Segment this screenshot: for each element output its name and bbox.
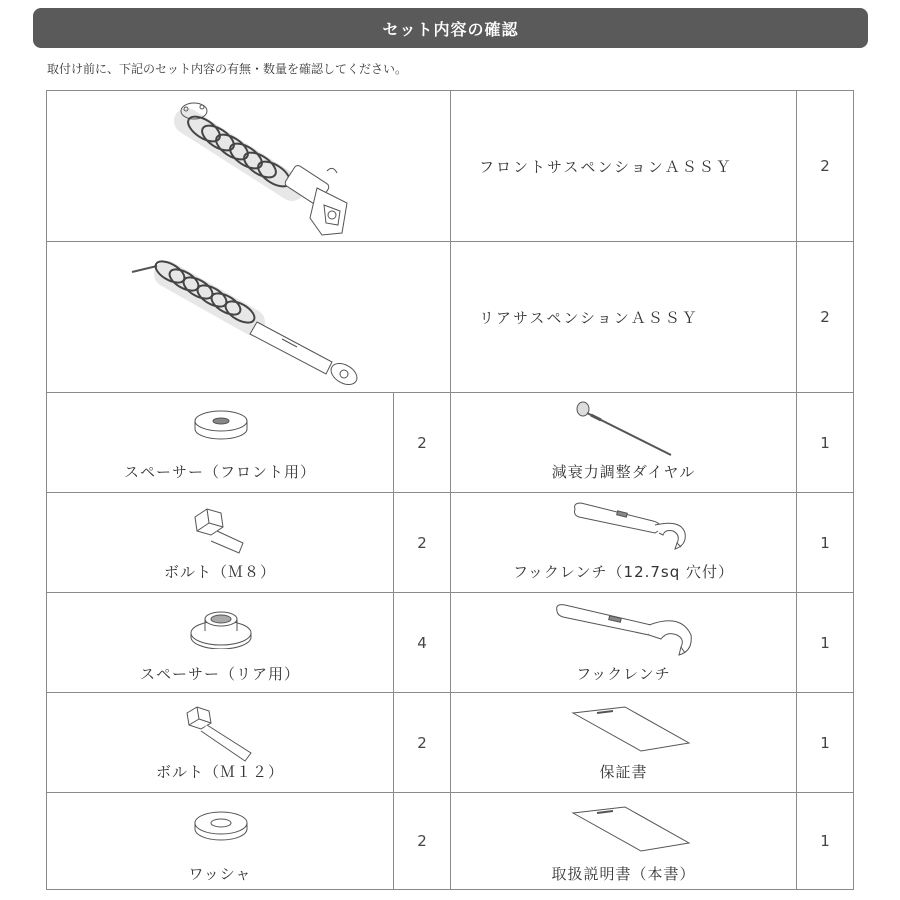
bolt-m12-cell	[46, 692, 394, 793]
damping-dial-count: 1	[796, 392, 854, 493]
hook-wrench-name: フックレンチ	[576, 665, 671, 683]
bolt-m8-cell	[46, 492, 394, 593]
bolt-m8-count: 2	[393, 492, 451, 593]
washer-cell	[46, 792, 394, 890]
washer-icon	[191, 809, 251, 845]
washer-name: ワッシャ	[188, 865, 252, 883]
spacer-rear-count: 4	[393, 592, 451, 693]
damping-dial-name: 減衰力調整ダイヤル	[551, 463, 696, 481]
rear-suspension-image-cell	[46, 241, 451, 393]
intro-text: 取付け前に、下記のセット内容の有無・数量を確認してください。	[47, 62, 408, 76]
spacer-front-name: スペーサー（フロント用）	[123, 463, 316, 481]
washer-count: 2	[393, 792, 451, 890]
bolt-m8-icon	[187, 503, 257, 557]
front-suspension-name-cell	[450, 90, 797, 242]
manual-count: 1	[796, 792, 854, 890]
damping-dial-cell	[450, 392, 797, 493]
manual-name: 取扱説明書（本書）	[551, 865, 696, 883]
instruction-manual-icon	[569, 805, 693, 855]
rear-suspension-name-cell	[450, 241, 797, 393]
warranty-count: 1	[796, 692, 854, 793]
manual-cell	[450, 792, 797, 890]
front-suspension-name: フロントサスペンションＡＳＳＹ	[479, 157, 733, 176]
rear-suspension-illustration	[122, 244, 372, 392]
bolt-m12-name: ボルト（Ｍ１２）	[155, 763, 284, 781]
rear-suspension-count: 2	[796, 241, 854, 393]
spacer-front-icon	[191, 407, 251, 441]
warranty-card-icon	[569, 705, 693, 755]
front-suspension-count: 2	[796, 90, 854, 242]
bolt-m12-icon	[181, 703, 261, 763]
hook-wrench-hole-name: フックレンチ（12.7sq 穴付）	[512, 563, 735, 581]
spacer-front-count: 2	[393, 392, 451, 493]
front-suspension-illustration	[142, 93, 357, 241]
warranty-cell	[450, 692, 797, 793]
spacer-front-cell	[46, 392, 394, 493]
section-title: セット内容の確認	[382, 19, 519, 39]
parts-table	[46, 90, 854, 890]
hook-wrench-icon	[551, 599, 701, 661]
section-header	[33, 8, 868, 48]
damping-dial-icon	[571, 399, 681, 459]
bolt-m12-count: 2	[393, 692, 451, 793]
rear-suspension-name: リアサスペンションＡＳＳＹ	[479, 308, 699, 327]
hook-wrench-cell	[450, 592, 797, 693]
spacer-rear-cell	[46, 592, 394, 693]
bolt-m8-name: ボルト（Ｍ８）	[163, 563, 276, 581]
hook-wrench-count: 1	[796, 592, 854, 693]
front-suspension-image-cell	[46, 90, 451, 242]
spacer-rear-name: スペーサー（リア用）	[139, 665, 300, 683]
hook-wrench-hole-count: 1	[796, 492, 854, 593]
warranty-name: 保証書	[599, 763, 648, 781]
hook-wrench-hole-icon	[569, 499, 693, 559]
hook-wrench-hole-cell	[450, 492, 797, 593]
spacer-rear-icon	[187, 605, 255, 649]
